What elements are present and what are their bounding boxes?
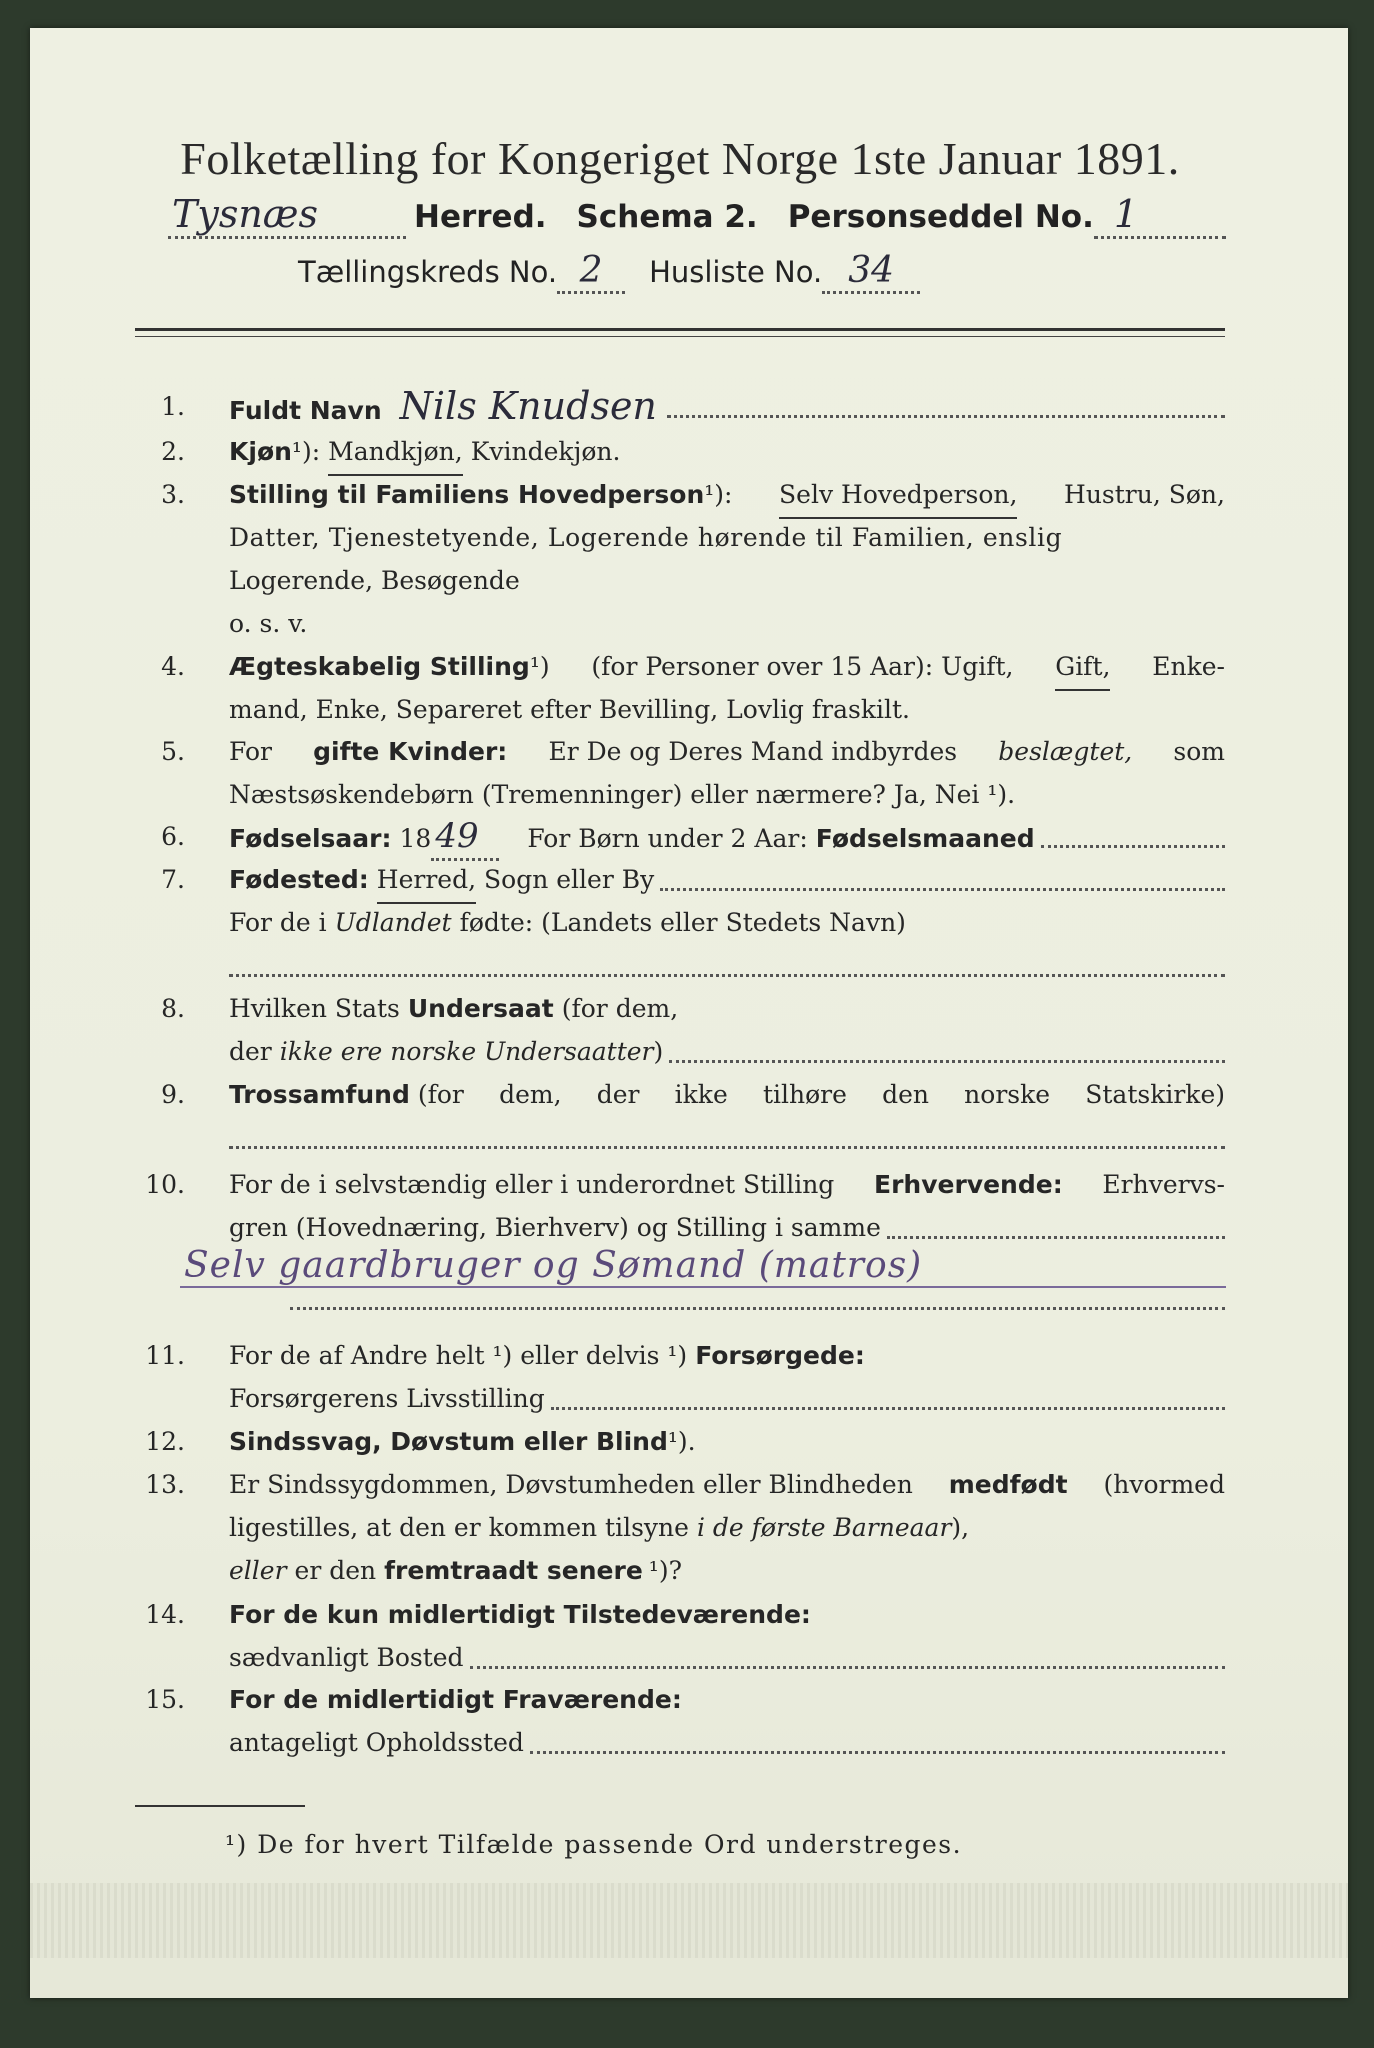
item-number: 1. (161, 392, 185, 421)
tilstedevaerende-label: For de kun midlertidigt Tilstedeværende: (229, 1600, 811, 1629)
antageligt-opholdssted: antageligt Opholdssted (229, 1728, 524, 1757)
gifte-kvinder-prefix: For (229, 737, 272, 766)
header-rule (135, 328, 1225, 331)
aegteskab-text: Enke- (1152, 652, 1225, 681)
undersaat-line2-italic: ikke ere norske Undersaatter (279, 1037, 654, 1066)
stilling-options: Hustru, Søn, (1064, 480, 1225, 509)
gifte-kvinder-text: som (1173, 737, 1225, 766)
undersaat-label: Undersaat (407, 994, 554, 1023)
erhverv-blank-line (290, 1307, 1225, 1310)
husliste-value: 34 (822, 250, 920, 294)
footnote: ¹) De for hvert Tilfælde passende Ord understreges. (225, 1830, 963, 1859)
born-under-2-label: For Børn under 2 Aar: (527, 824, 808, 853)
undersaat-line2-suffix: ) (653, 1037, 664, 1066)
item-number: 9. (161, 1080, 185, 1109)
item-number: 2. (161, 437, 185, 466)
erhverv-text: Erhvervs- (1102, 1170, 1225, 1199)
fodested-selected-option: Herred, (377, 858, 476, 904)
medfodt-line2: ligestilles, at den er kommen tilsyne (229, 1513, 689, 1542)
aegteskab-selected-option: Gift, (1055, 645, 1110, 691)
stilling-options-line: Logerende, Besøgende (229, 566, 520, 595)
herred-label: Herred. (414, 199, 547, 235)
fuldt-navn-value: Nils Knudsen (399, 384, 657, 428)
fravaerende-label: For de midlertidigt Fraværende: (229, 1685, 682, 1714)
medfodt-line2-italic: i de første Barneaar (696, 1513, 952, 1542)
footnote-marker: ¹): (291, 437, 321, 466)
item-number: 4. (161, 652, 185, 681)
item-number: 7. (161, 865, 185, 894)
erhverv-label: Erhvervende: (874, 1170, 1063, 1199)
husliste-label: Husliste No. (649, 255, 823, 289)
trossamfund-text: (for dem, der ikke tilhøre den norske Statskirke) (417, 1080, 1225, 1109)
kjon-selected-option: Mandkjøn, (328, 430, 463, 476)
item-number: 15. (145, 1685, 185, 1714)
item-number: 12. (145, 1427, 185, 1456)
kjon-label: Kjøn (229, 437, 292, 466)
item-number: 11. (145, 1341, 185, 1370)
footnote-marker: ¹): (704, 480, 733, 509)
trossamfund-label: Trossamfund (229, 1080, 410, 1109)
footnote-marker: ¹) (529, 652, 550, 681)
fodselsaar-label: Fødselsaar: (229, 824, 392, 853)
item-number: 3. (161, 480, 185, 509)
item-number: 13. (145, 1470, 185, 1499)
gifte-kvinder-text: Er De og Deres Mand indbyrdes (548, 737, 958, 766)
kreds-value: 2 (557, 250, 625, 294)
forsorgede-label: Forsørgede: (695, 1341, 865, 1370)
undersaat-text: Hvilken Stats (229, 994, 400, 1023)
erhverv-line2: gren (Hovednæring, Bierhverv) og Stilling i samme (229, 1213, 881, 1242)
forsorgede-prefix: For de af Andre helt ¹) eller delvis ¹) (229, 1341, 688, 1370)
fodested-label: Fødested: (229, 865, 369, 894)
gifte-kvinder-label: gifte Kvinder: (313, 737, 508, 766)
gifte-kvinder-line: Næstsøskendebørn (Tremenninger) eller nærmere? Ja, Nei ¹). (229, 780, 1016, 809)
footnote-marker: ¹)? (648, 1556, 682, 1585)
header-rule-thin (135, 336, 1225, 337)
medfodt-text: (hvormed (1103, 1470, 1225, 1499)
item-number: 8. (161, 994, 185, 1023)
item-number: 5. (161, 737, 185, 766)
kreds-label: Tællingskreds No. (298, 255, 558, 289)
udlandet-prefix: For de i (229, 908, 327, 937)
stilling-options-line: o. s. v. (229, 609, 308, 638)
aegteskab-options-line: mand, Enke, Separeret efter Bevilling, Lovlig fraskilt. (229, 695, 910, 724)
herred-value: Tysnæs (168, 192, 406, 239)
kreds-row (298, 250, 920, 294)
fremtraadt-senere-label: fremtraadt senere (384, 1556, 643, 1585)
erhverv-value: Selv gaardbruger og Sømand (matros) (180, 1245, 1226, 1288)
medfodt-line3: er den (294, 1556, 377, 1585)
gifte-kvinder-italic: beslægtet, (998, 737, 1133, 766)
medfodt-label: medfødt (948, 1470, 1068, 1499)
forsorgerens-livsstilling: Forsørgerens Livsstilling (229, 1384, 545, 1413)
aegteskab-text: (for Personer over 15 Aar): Ugift, (591, 652, 1014, 681)
personseddel-value: 1 (1094, 192, 1226, 239)
footnote-rule (135, 1805, 305, 1807)
footnote-marker: ¹). (667, 1427, 696, 1456)
schema-label: Schema 2. (576, 199, 758, 235)
stilling-options-line: Datter, Tjenestetyende, Logerende hørende til Familien, enslig (229, 523, 1063, 552)
saedvanligt-bosted: sædvanligt Bosted (229, 1643, 464, 1672)
item-number: 14. (145, 1600, 185, 1629)
aegteskab-label: Ægteskabelig Stilling (229, 652, 530, 681)
fodested-options: Sogn eller By (484, 865, 655, 894)
udlandet-text: fødte: (Landets eller Stedets Navn) (459, 908, 906, 937)
fuldt-navn-label: Fuldt Navn (229, 396, 382, 425)
sindssvag-label: Sindssvag, Døvstum eller Blind (229, 1427, 668, 1456)
form-title: Folketælling for Kongeriget Norge 1ste Januar 1891. (180, 133, 1180, 184)
medfodt-line3-italic: eller (229, 1556, 287, 1585)
sheet-bottom-edge (30, 1883, 1348, 1958)
fodselsaar-value: 49 (431, 815, 499, 861)
item-number: 6. (161, 822, 185, 851)
stilling-selected-option: Selv Hovedperson, (779, 473, 1017, 519)
undersaat-line2-prefix: der (229, 1037, 272, 1066)
fodselsaar-prefix: 18 (399, 824, 432, 853)
erhverv-value-row (180, 1245, 1226, 1288)
fodselsmaaned-label: Fødselsmaaned (815, 824, 1035, 853)
personseddel-label: Personseddel No. (787, 199, 1094, 235)
stilling-label: Stilling til Familiens Hovedperson (229, 480, 705, 509)
herred-row (168, 192, 1226, 239)
item-number: 10. (145, 1170, 185, 1199)
kjon-option: Kvindekjøn. (470, 437, 621, 466)
udlandet-italic: Udlandet (334, 908, 452, 937)
undersaat-text: (for dem, (561, 994, 679, 1023)
erhverv-prefix: For de i selvstændig eller i underordnet Stilling (229, 1170, 835, 1199)
medfodt-line2-suffix: ), (951, 1513, 970, 1542)
medfodt-text: Er Sindssygdommen, Døvstumheden eller Blindheden (229, 1470, 913, 1499)
